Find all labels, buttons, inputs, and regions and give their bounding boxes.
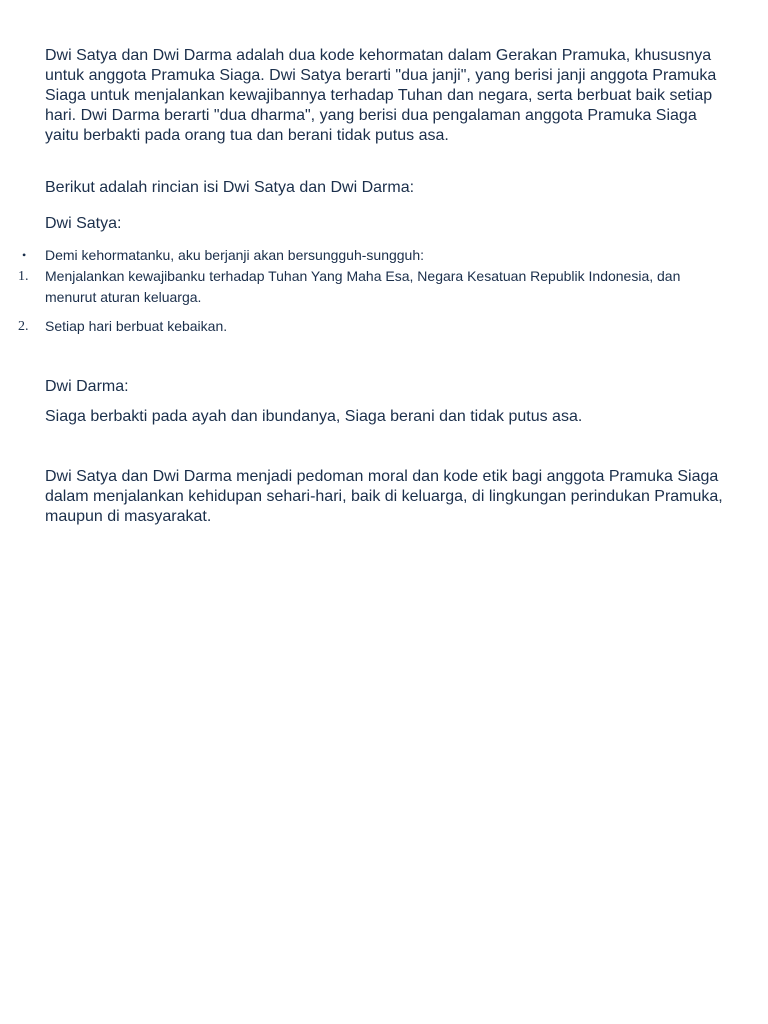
bullet-marker: • — [22, 248, 27, 262]
intro-paragraph: Dwi Satya dan Dwi Darma adalah dua kode kehormatan dalam Gerakan Pramuka, khususnya untuk anggota Pramuka Siaga. Dwi Satya berarti "dua janji", yang berisi janji anggota Pramuka Siaga untuk menjalankan kewajibannya terhadap Tuhan dan negara, serta berbuat baik setiap hari. Dwi Darma berarti "dua dharma", yang berisi dua pengalaman anggota Pramuka Siaga yaitu berbakti pada orang tua dan berani tidak putus asa. — [45, 47, 717, 144]
dwi-darma-heading: Dwi Darma: — [45, 378, 129, 395]
number-marker: 2. — [18, 319, 29, 334]
details-intro-text: Berikut adalah rincian isi Dwi Satya dan Dwi Darma: — [45, 179, 415, 196]
conclusion-paragraph: Dwi Satya dan Dwi Darma menjadi pedoman moral dan kode etik bagi anggota Pramuka Siaga dalam menjalankan kehidupan sehari-hari, baik di keluarga, di lingkungan perindukan Pramuka, maupun di masyarakat. — [45, 468, 723, 525]
list-item-text: Menjalankan kewajibanku terhadap Tuhan Yang Maha Esa, Negara Kesatuan Republik Indonesia, dan menurut aturan keluarga. — [45, 268, 681, 305]
number-marker: 1. — [18, 269, 29, 284]
dwi-satya-heading: Dwi Satya: — [45, 215, 122, 232]
dwi-darma-text: Siaga berbakti pada ayah dan ibundanya, Siaga berani dan tidak putus asa. — [45, 408, 583, 425]
list-item-text: Setiap hari berbuat kebaikan. — [45, 318, 228, 334]
list-item-text: Demi kehormatanku, aku berjanji akan bersungguh-sungguh: — [45, 247, 425, 263]
